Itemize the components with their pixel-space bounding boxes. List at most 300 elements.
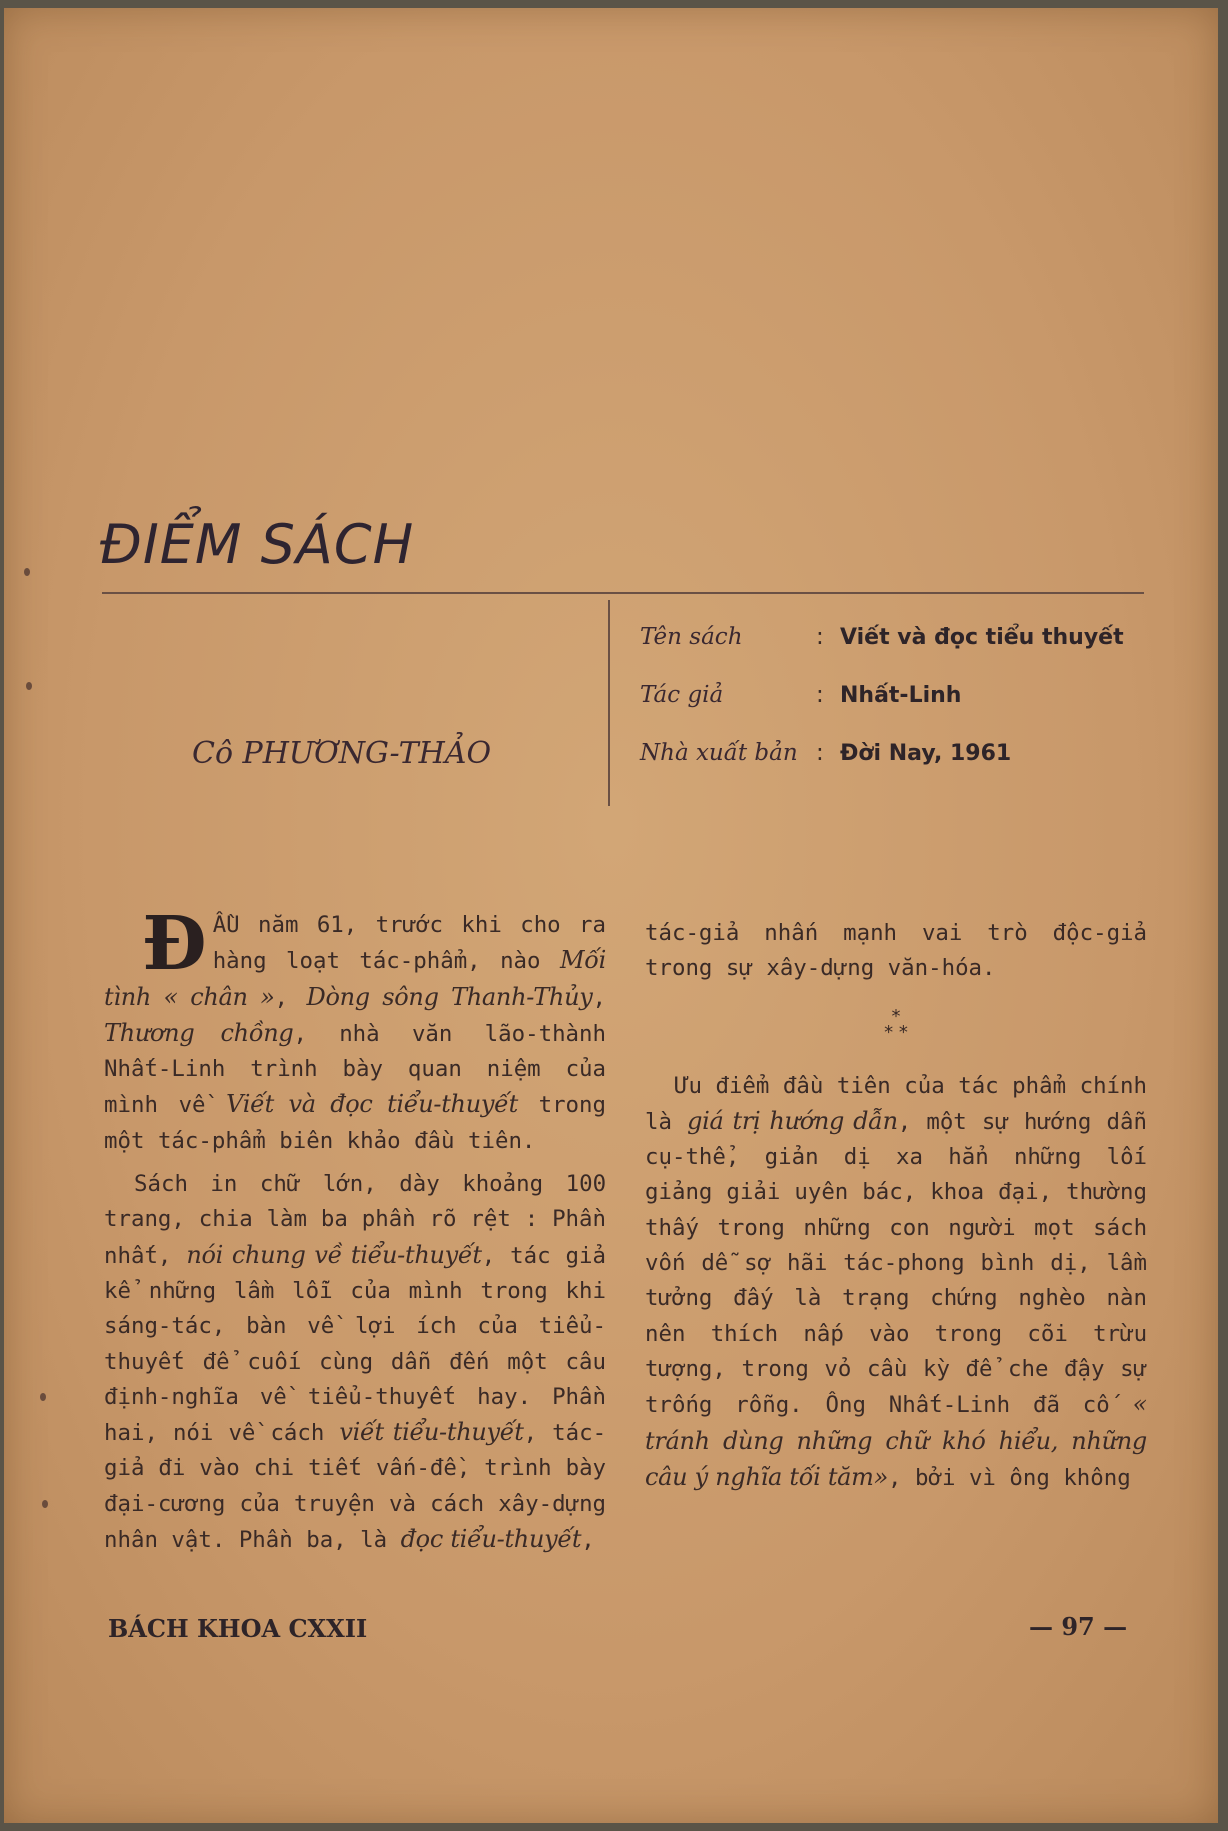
word: ý [694,1462,708,1491]
word: lớn, [322,1171,377,1198]
word [685,1250,701,1276]
word: hay. [477,1383,532,1410]
word: để [965,1355,993,1382]
word: tác-phong [843,1250,965,1277]
word: chữ [885,1426,929,1455]
paragraph-3 [645,1069,1147,1497]
word [518,1313,539,1339]
word [298,912,316,938]
page-number: — 97 — [1029,1612,1128,1641]
word: giản [764,1144,819,1171]
book-title-italic [307,983,593,1011]
word [726,1356,742,1382]
word [531,1384,552,1410]
word: của [565,1056,607,1083]
word [989,1144,1014,1170]
word: kỳ [922,1355,950,1382]
word: 61, [316,912,358,938]
word: tác [958,1072,999,1099]
stars: * * [884,1021,908,1043]
word: Nhất-Linh [888,1392,1011,1419]
word [1048,1356,1064,1382]
word: và [389,1490,417,1517]
word: Phần [552,1206,606,1233]
emphasis [186,1241,481,1269]
word: điểm [715,1072,770,1099]
word [294,1455,308,1481]
word: kể [104,1277,131,1304]
word: con [889,1214,930,1241]
text-run [275,985,307,1011]
word: dẫn [1106,1108,1147,1135]
word [387,1527,400,1553]
section-title: ĐIỂM SÁCH [100,513,415,576]
word: ẦU [212,912,240,938]
word [1091,1250,1107,1276]
word: quan [407,1056,462,1083]
word: một [926,1108,967,1135]
paper-spot [24,568,30,576]
word: đại-cương [104,1490,226,1517]
word: người [948,1214,1016,1241]
word: tiểu-thuyết [104,1313,607,1375]
word: hãi [786,1250,828,1277]
word [1010,1392,1033,1418]
word: tác-phẩm, [359,948,481,975]
word [383,1056,408,1082]
text-run [213,912,606,974]
word [188,1171,211,1197]
word [672,1109,687,1135]
word [891,1073,905,1099]
word: câu [645,1462,688,1491]
word [1081,1144,1106,1170]
word: nàn [1106,1285,1147,1312]
word: hướng [1024,1108,1092,1135]
word [171,1243,186,1269]
word: những [1071,1426,1147,1455]
word: tăm» [827,1462,889,1491]
word: tiết [308,1455,362,1482]
word: Viết [226,1090,274,1119]
word [457,1206,471,1232]
word [495,1243,510,1269]
word: tác-phẩm [157,1127,266,1154]
word [194,1019,220,1047]
word: sự [981,1108,1009,1135]
separator: : [816,624,824,650]
word: nghèo [1018,1285,1086,1312]
word: , [897,1108,912,1135]
paragraph-1 [104,901,607,1159]
word: giả [565,1242,606,1269]
word [712,1285,733,1311]
word: Sách [134,1171,188,1198]
word: trong [741,1355,809,1382]
word: ba [320,1206,348,1233]
word: niệm [486,1056,541,1083]
word [178,983,190,1011]
word [1058,1427,1071,1455]
word: : [524,1206,539,1233]
word [871,1215,890,1241]
book-info [640,624,1160,798]
word [1009,1109,1024,1135]
word [144,1455,158,1481]
word: nhà [339,1020,380,1047]
word [911,1109,926,1135]
word: trong [645,955,713,982]
word [1086,1285,1107,1311]
article-column-left [104,901,607,1558]
word [185,1349,203,1375]
word: sông [382,982,439,1011]
word: những [796,1426,873,1455]
word: » [260,982,275,1011]
word: trò [987,920,1028,946]
word: vỏ [824,1355,852,1382]
word: đấy [733,1285,774,1312]
word: Mối [559,946,606,975]
word [724,1107,733,1135]
word: khoảng [462,1171,544,1198]
word: bày [342,1056,383,1083]
word [739,920,764,946]
word: rệt [470,1206,511,1233]
word [431,1349,449,1375]
review-author: Cô PHƯƠNG-THẢO [192,736,492,771]
word: hẳn [948,1144,989,1171]
word: rỗng. [735,1392,803,1419]
word [1105,1356,1121,1382]
word [347,1527,360,1553]
word [1091,1109,1106,1135]
word [253,1206,267,1232]
word [248,983,260,1011]
word [818,920,843,946]
word: « [1132,1390,1147,1419]
word [1060,1392,1083,1418]
word: chồng [220,1018,294,1047]
word: nghĩa [715,1462,783,1491]
word: câu [565,1348,606,1375]
word [866,1392,889,1418]
word [225,1056,250,1082]
word [223,1241,232,1269]
word: tiểu-thuyết [350,1240,482,1269]
paragraph-2 [104,1167,606,1558]
word [340,948,359,974]
word: đầu [782,1072,824,1099]
word: tiên [836,1072,891,1099]
header-divider [102,592,1144,594]
word: trạng [842,1285,910,1312]
word: Phần [552,1383,606,1410]
word [158,1527,171,1553]
word: đầu [414,1127,455,1154]
word: trong [480,1277,548,1304]
word: thấy [645,1214,699,1241]
word [306,1241,315,1269]
word [945,1073,959,1099]
word: khoa [930,1179,985,1206]
word: nhân [104,1527,158,1554]
word: lầm [1106,1250,1148,1277]
word [996,1465,1009,1491]
word [266,1128,279,1154]
word: trình [250,1056,318,1083]
word [131,1278,149,1304]
word [401,1128,414,1154]
word: mọt [1034,1214,1075,1241]
word: vấn-đề, [375,1455,471,1482]
word [950,1356,966,1382]
word [293,1527,306,1553]
section-break-stars [645,1005,1147,1043]
word: chi [253,1455,295,1482]
word: trong [538,1092,606,1119]
word [809,1356,825,1382]
book-title-italic [104,1019,293,1047]
word [728,1250,744,1276]
word: cố [1082,1392,1110,1419]
word [1034,1250,1050,1276]
word: in [210,1171,238,1198]
word [237,1171,260,1197]
word [518,1092,539,1118]
word: và [288,1090,316,1119]
word: tối [789,1462,821,1491]
word: biên [279,1127,334,1154]
column-divider [608,600,610,806]
word [916,1179,930,1205]
word [999,1073,1013,1099]
word: chia [198,1206,253,1233]
word [685,1321,710,1347]
word: ba, [306,1527,347,1554]
word: chính [1079,1072,1147,1099]
word [1016,1215,1035,1241]
word: cụ-thể, [645,1144,740,1171]
word [357,912,375,938]
word [213,1420,228,1446]
word [541,948,560,974]
word [984,1179,998,1205]
word [1028,920,1053,946]
word: ra [579,912,606,938]
word: đọc [330,1090,373,1119]
word [712,1179,726,1205]
word [712,1392,735,1418]
book-title-label: Tên sách [640,624,743,650]
word: uyên [794,1179,849,1206]
word [185,1455,199,1481]
word [844,1107,853,1135]
word: Thương [104,1018,195,1047]
word [416,1206,430,1232]
word [502,912,520,938]
word: hàng [212,948,267,975]
word [910,1321,935,1347]
word: dị [843,1144,871,1171]
text-run [581,1527,594,1553]
book-title-row [640,624,1160,682]
word: giảng [645,1179,713,1206]
word: ông [1009,1464,1050,1491]
word [537,1420,552,1446]
word: mình [408,1277,463,1304]
word [897,920,922,946]
word: dẫn [853,1106,898,1135]
word: chân [190,982,248,1011]
word [739,1144,764,1170]
word: dùng [722,1426,784,1455]
word: giải [726,1179,781,1206]
word [548,1278,566,1304]
text-run [645,1106,1148,1419]
word: nói [186,1240,224,1269]
word: hai, [104,1420,158,1447]
word: những [1013,1144,1082,1171]
word [998,1285,1019,1311]
word [300,1171,323,1197]
word: đọc [400,1525,443,1554]
word [457,1313,478,1339]
word [986,1427,999,1455]
word [373,1090,387,1118]
word: Phần [238,1527,293,1554]
word [872,1427,885,1455]
word: văn-hóa. [887,955,996,982]
word: vốn [645,1250,686,1277]
word: dày [399,1171,440,1198]
word [965,1250,981,1276]
word: một [507,1348,548,1375]
word: trống [645,1392,713,1419]
word [962,920,987,946]
word: thích [710,1320,779,1347]
word [348,1206,362,1232]
word [318,1056,343,1082]
word [511,1206,525,1232]
word [783,1427,796,1455]
word [324,1420,339,1446]
word [287,1384,308,1410]
word: truyện [294,1490,375,1517]
word [255,1420,270,1446]
word: vai [921,920,963,946]
word: của [350,1277,391,1304]
word: không [1063,1464,1131,1491]
word: chung [231,1240,306,1269]
word [490,1349,508,1375]
word: trình [484,1455,552,1482]
text-run [104,1240,607,1447]
word: tác [510,1242,551,1269]
word: khảo [346,1127,401,1154]
word: cách [270,1420,325,1447]
word [484,1491,498,1517]
word [362,1455,376,1481]
word: về [307,1313,335,1340]
emphasis [687,1107,898,1135]
word [753,955,766,981]
word: xa [896,1144,923,1171]
word [462,1056,487,1082]
book-publisher-value: Đời Nay, 1961 [840,741,1012,766]
word: cầu [866,1355,908,1382]
word: để [202,1348,230,1375]
word [377,1171,400,1197]
word: mạnh [843,920,898,946]
text-run [888,1465,1131,1491]
word [771,1250,787,1276]
word [375,1491,389,1517]
word [185,1206,199,1232]
word [288,985,307,1011]
word: tiểu-thuyết [450,1525,582,1554]
word: hướng [769,1106,845,1135]
word [902,1465,915,1491]
word [702,1073,716,1099]
word [803,1392,826,1418]
emphasis [339,1418,523,1446]
word: lối [1106,1144,1148,1171]
word: cuối [247,1348,302,1375]
word: nào [500,948,541,975]
word: tiên. [468,1127,536,1154]
word [551,1243,566,1269]
word: loạt [286,948,340,975]
word [440,1171,463,1197]
word [687,1463,694,1491]
word: bày [565,1455,607,1482]
word: sáng-tác, [104,1313,226,1340]
word [955,1465,968,1491]
word: rõ [429,1206,457,1233]
word [710,1427,723,1455]
word [823,1073,837,1099]
word: , [888,1464,902,1491]
word: bình [980,1250,1035,1277]
word [481,948,500,974]
word [907,1356,923,1382]
word [334,1313,355,1339]
word: giá [687,1106,724,1135]
word: dễ [701,1250,729,1277]
word [456,1384,477,1410]
word [871,1144,896,1170]
word: đại, [998,1179,1053,1206]
word: Ông [825,1392,866,1419]
word: tiểu-thuyết [392,1418,524,1447]
word [780,1179,794,1205]
word [230,1349,248,1375]
word: , [592,984,606,1011]
word: thường [1066,1179,1147,1206]
word [240,1455,254,1481]
word: là [794,1285,822,1312]
word [967,1109,982,1135]
word [821,1285,842,1311]
word: tác-giả [645,920,740,946]
word: độc-giả [1052,920,1148,946]
paper-spot [26,682,32,690]
word: làm [266,1206,308,1233]
word [206,1092,227,1118]
word: nên [645,1320,686,1347]
word: vì [968,1464,996,1491]
